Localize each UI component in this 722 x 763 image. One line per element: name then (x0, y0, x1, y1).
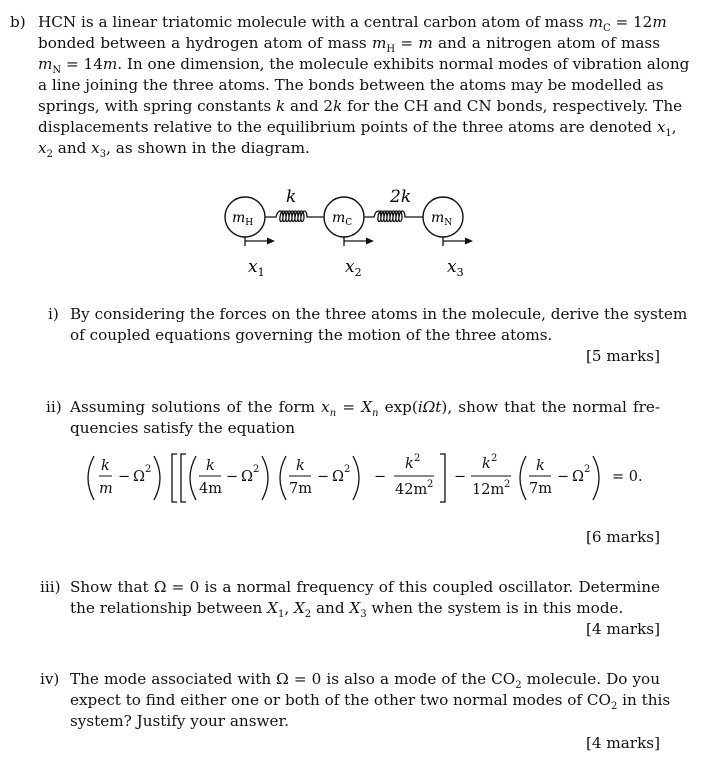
svg-text:12m: 12m (472, 482, 505, 498)
q4-marks: [4 marks] (585, 734, 660, 752)
q2-line-2: quencies satisfy the equation (70, 419, 296, 437)
spring-label-k: k (286, 187, 297, 207)
intro-line-4: a line joining the three atoms. The bonds between the atoms may be modelled as (38, 76, 664, 94)
svg-text:2: 2 (504, 479, 511, 490)
svg-text:7m: 7m (289, 481, 312, 497)
arrow-x3 (443, 237, 473, 246)
svg-text:−: − (557, 469, 570, 485)
q1-line-2: of coupled equations governing the motion of the three atoms. (70, 326, 553, 344)
svg-text:2: 2 (414, 453, 421, 464)
svg-text:Ω: Ω (572, 469, 585, 485)
q3-line-2: the relationship between $X_1$, $X_2$ and $X_3$ when the system is in this mode. (70, 599, 624, 621)
q4-line-1: The mode associated with Ω = 0 is also a mode of the $CO_2$ molecule. Do you (70, 670, 660, 692)
q2-line-1: Assuming solutions of the form $x_n = X_n$ exp(iΩt), show that the normal fre- (70, 398, 661, 420)
svg-text:−: − (317, 469, 330, 485)
svg-text:k: k (296, 458, 305, 474)
svg-text:Ω: Ω (332, 469, 345, 485)
svg-text:4m: 4m (199, 481, 222, 497)
intro-line-2: bonded between a hydrogen atom of mass $m_H = m$ and a nitrogen atom of mass (38, 34, 660, 56)
mass-H-label: $m_H$ (232, 210, 254, 228)
frequency-equation (0, 448, 722, 508)
label-x3: $x_3$ (447, 257, 464, 279)
q4-label: iv) (40, 670, 60, 688)
mass-C-label: $m_C$ (332, 210, 353, 228)
svg-text:2: 2 (491, 453, 498, 464)
svg-text:42m: 42m (395, 482, 428, 498)
part-label: b) (10, 13, 26, 31)
q3-line-1: Show that Ω = 0 is a normal frequency of this coupled oscillator. Determine (70, 578, 660, 596)
svg-text:−: − (118, 469, 131, 485)
svg-text:2: 2 (584, 464, 591, 475)
q1-marks: [5 marks] (585, 347, 660, 365)
svg-text:k: k (536, 458, 545, 474)
q4-line-2: expect to find either one or both of the other two normal modes of $CO_2$ in this (70, 691, 671, 713)
svg-text:2: 2 (344, 464, 351, 475)
q3-label: iii) (40, 578, 61, 596)
svg-text:m: m (99, 481, 113, 497)
svg-text:2: 2 (253, 464, 260, 475)
svg-text:k: k (206, 458, 215, 474)
q1-line-1: By considering the forces on the three atoms in the molecule, derive the system (70, 305, 688, 323)
q3-marks: [4 marks] (585, 620, 660, 638)
arrow-x1 (245, 237, 275, 246)
label-x1: $x_1$ (248, 257, 265, 279)
intro-line-1: HCN is a linear triatomic molecule with a central carbon atom of mass $m_C = 12m$ (38, 13, 667, 35)
svg-text:2: 2 (427, 479, 434, 490)
q4-line-3: system? Justify your answer. (70, 712, 289, 730)
svg-text:Ω: Ω (241, 469, 254, 485)
mass-N-label: $m_N$ (431, 210, 453, 228)
arrow-x2 (344, 237, 374, 246)
q2-label: ii) (46, 398, 62, 416)
intro-line-7: $x_2$ and $x_3$, as shown in the diagram. (38, 139, 310, 161)
spring-CN (364, 211, 423, 222)
intro-line-6: displacements relative to the equilibrium points of the three atoms are denoted $x_1$, (38, 118, 677, 140)
svg-text:−: − (374, 469, 387, 485)
svg-text:Ω: Ω (133, 469, 146, 485)
svg-text:k: k (482, 456, 491, 472)
svg-text:−: − (226, 469, 239, 485)
spring-CH (265, 211, 324, 222)
intro-line-5: springs, with spring constants k and 2k for the CH and CN bonds, respectively. The (38, 97, 683, 115)
q2-marks: [6 marks] (585, 528, 660, 546)
svg-text:7m: 7m (529, 481, 552, 497)
svg-text:k: k (101, 458, 110, 474)
svg-text:2: 2 (145, 464, 152, 475)
svg-text:−: − (454, 469, 467, 485)
svg-text:= 0.: = 0. (612, 469, 643, 485)
intro-line-3: $m_N = 14m$. In one dimension, the molecule exhibits normal modes of vibration along (38, 55, 690, 77)
q1-label: i) (48, 305, 59, 323)
svg-text:k: k (405, 456, 414, 472)
molecule-diagram (0, 180, 722, 290)
label-x2: $x_2$ (345, 257, 362, 279)
spring-label-2k: 2k (390, 187, 412, 207)
